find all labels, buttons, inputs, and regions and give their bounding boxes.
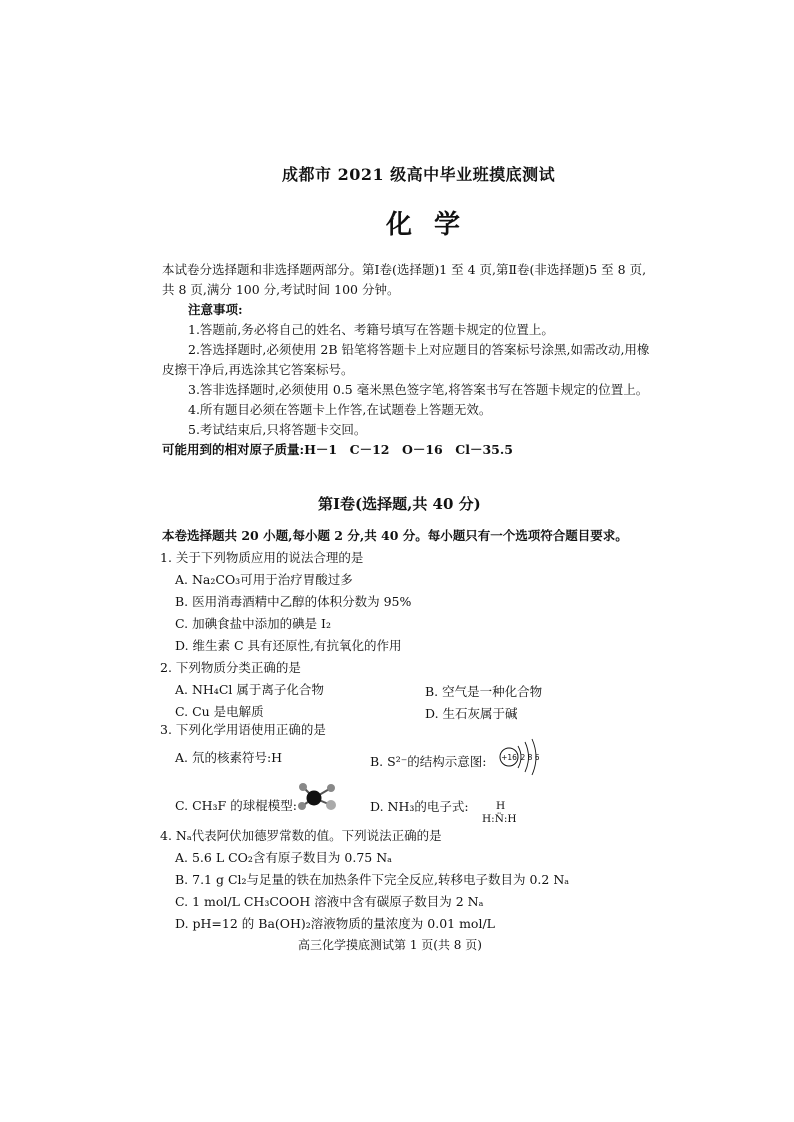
q4-option-b: B. 7.1 g Cl₂与足量的铁在加热条件下完全反应,转移电子数目为 0.2 Nₐ bbox=[175, 872, 570, 887]
notes-heading: 注意事项: bbox=[188, 302, 243, 317]
q4-option-c: C. 1 mol/L CH₃COOH 溶液中含有碳原子数目为 2 Nₐ bbox=[175, 894, 484, 909]
q1-stem: 1. 关于下列物质应用的说法合理的是 bbox=[160, 550, 364, 565]
atomic-masses: 可能用到的相对原子质量:H－1 C－12 O－16 Cl－35.5 bbox=[162, 442, 513, 457]
q3-option-c: C. CH₃F 的球棍模型: bbox=[175, 798, 297, 813]
q1-option-b: B. 医用消毒酒精中乙醇的体积分数为 95% bbox=[175, 594, 412, 609]
note-3: 3.答非选择题时,必须使用 0.5 毫米黑色签字笔,将答案书写在答题卡规定的位置上。 bbox=[188, 382, 649, 397]
exam-title: 成都市 2021 级高中毕业班摸底测试 bbox=[282, 165, 556, 184]
intro-line-2: 共 8 页,满分 100 分,考试时间 100 分钟。 bbox=[162, 282, 400, 297]
q2-option-c: C. Cu 是电解质 bbox=[175, 704, 264, 719]
note-4: 4.所有题目必须在答题卡上作答,在试题卷上答题无效。 bbox=[188, 402, 492, 417]
q2-option-d: D. 生石灰属于碱 bbox=[425, 706, 518, 721]
subject-title: 化学 bbox=[386, 210, 483, 240]
note-2-cont: 皮擦干净后,再选涂其它答案标号。 bbox=[162, 362, 354, 377]
q2-stem: 2. 下列物质分类正确的是 bbox=[160, 660, 301, 675]
sulfide-shell-electrons: 2 8 6 bbox=[520, 753, 540, 762]
q4-stem: 4. Nₐ代表阿伏加德罗常数的值。下列说法正确的是 bbox=[160, 828, 442, 843]
q1-option-c: C. 加碘食盐中添加的碘是 I₂ bbox=[175, 616, 331, 631]
page-footer: 高三化学摸底测试第 1 页(共 8 页) bbox=[298, 938, 482, 952]
q4-option-a: A. 5.6 L CO₂含有原子数目为 0.75 Nₐ bbox=[175, 850, 392, 865]
q2-option-b: B. 空气是一种化合物 bbox=[425, 684, 543, 699]
sulfide-nucleus-label: +16 bbox=[501, 753, 517, 762]
q3-option-a: A. 氘的核素符号:H bbox=[175, 750, 283, 765]
nh3-electron-formula-top: H bbox=[496, 800, 506, 812]
q1-option-a: A. Na₂CO₃可用于治疗胃酸过多 bbox=[175, 572, 353, 587]
q4-option-d: D. pH=12 的 Ba(OH)₂溶液物质的量浓度为 0.01 mol/L bbox=[175, 916, 495, 931]
note-5: 5.考试结束后,只将答题卡交回。 bbox=[188, 422, 367, 437]
section-heading: 第Ⅰ卷(选择题,共 40 分) bbox=[318, 495, 481, 513]
ch3f-ball-stick-model bbox=[294, 776, 344, 816]
sulfide-ion-structure-diagram bbox=[498, 736, 546, 776]
q2-option-a: A. NH₄Cl 属于离子化合物 bbox=[175, 682, 324, 697]
intro-line-1: 本试卷分选择题和非选择题两部分。第Ⅰ卷(选择题)1 至 4 页,第Ⅱ卷(非选择题)5 至 8 页, bbox=[162, 262, 647, 277]
note-1: 1.答题前,务必将自己的姓名、考籍号填写在答题卡规定的位置上。 bbox=[188, 322, 554, 337]
q1-option-d: D. 维生素 C 具有还原性,有抗氧化的作用 bbox=[175, 638, 402, 653]
nh3-electron-formula: H:N̈:H bbox=[482, 813, 517, 825]
note-2: 2.答选择题时,必须使用 2B 铅笔将答题卡上对应题目的答案标号涂黑,如需改动,用橡 bbox=[188, 342, 650, 357]
q3-option-d: D. NH₃的电子式: bbox=[370, 799, 469, 814]
section-instructions: 本卷选择题共 20 小题,每小题 2 分,共 40 分。每小题只有一个选项符合题目要求。 bbox=[162, 528, 628, 543]
q3-stem: 3. 下列化学用语使用正确的是 bbox=[160, 722, 326, 737]
q3-option-b: B. S²⁻的结构示意图: bbox=[370, 754, 487, 769]
